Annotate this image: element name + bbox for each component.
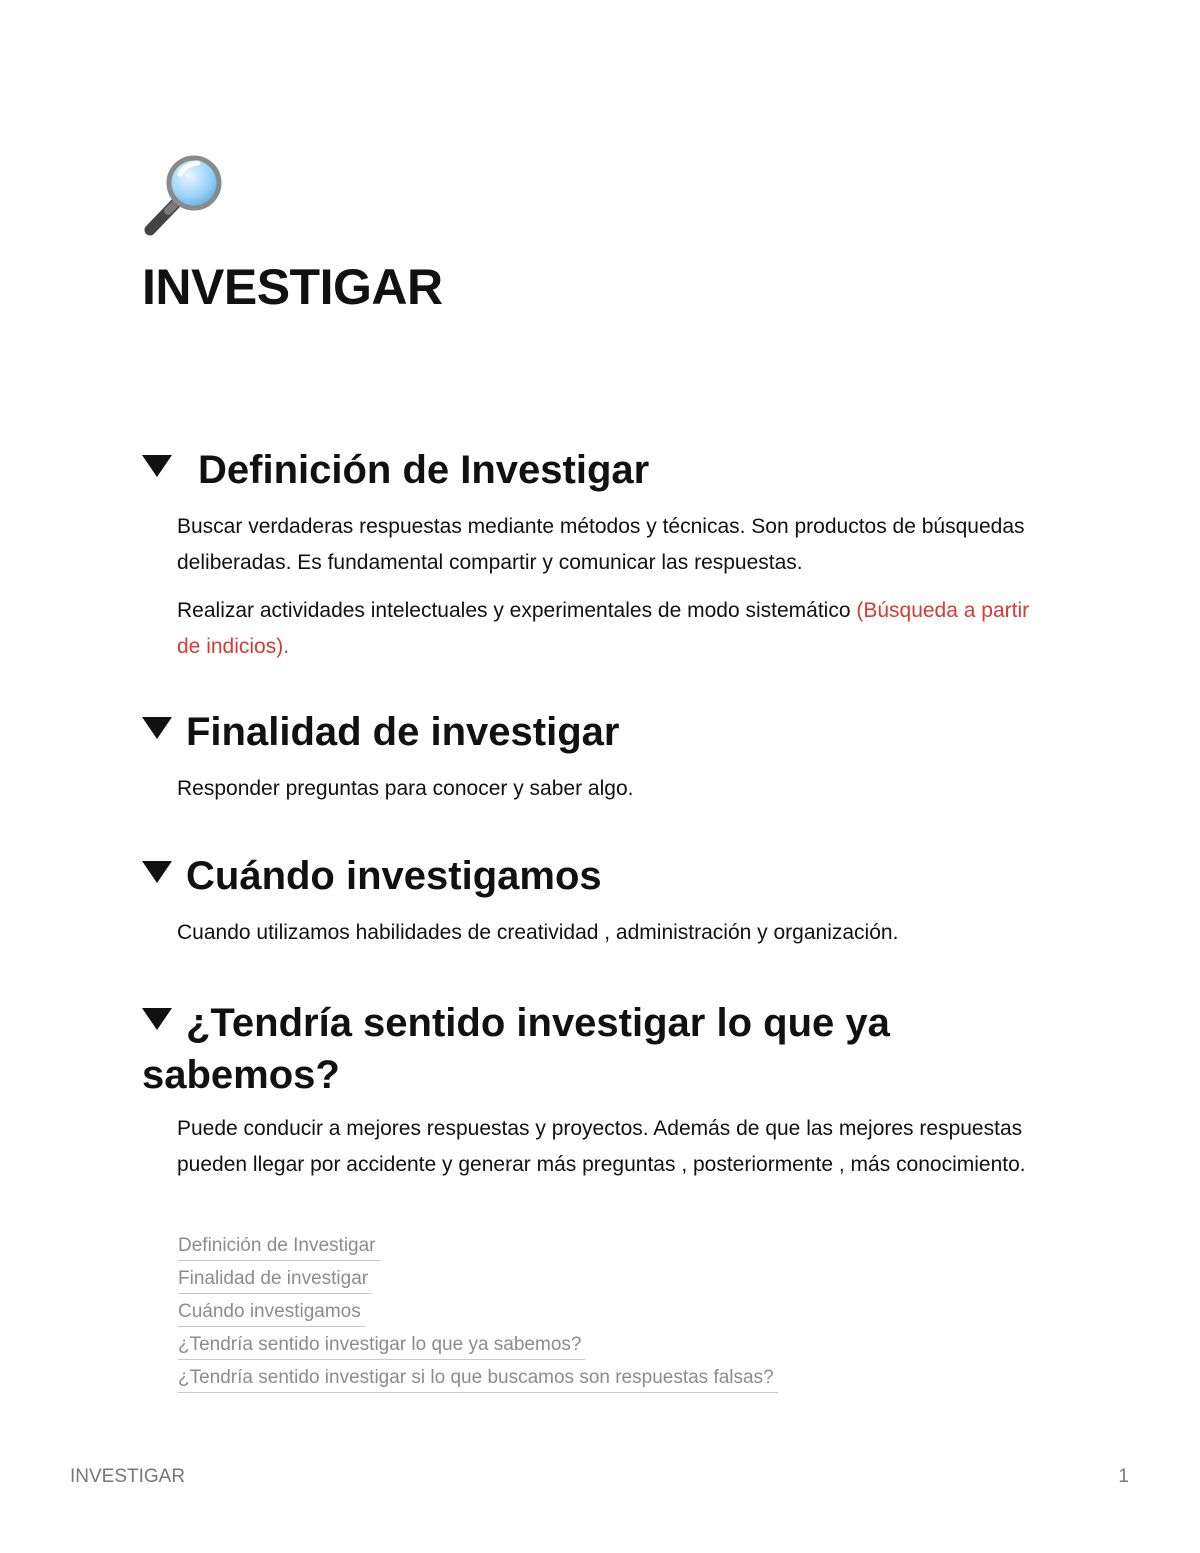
toggle-block-cuando [142, 853, 1062, 963]
toc-link[interactable]: Definición de Investigar [178, 1232, 380, 1261]
toggle-block-finalidad [142, 709, 1062, 819]
toggle-content [177, 1111, 1057, 1183]
red-highlight-text: (Búsqueda a partir de indicios). [177, 599, 1030, 658]
toggle-triangle-icon[interactable] [142, 861, 172, 883]
toggle-heading[interactable]: ¿Tendría sentido investigar lo que ya sabemos? [142, 1001, 890, 1097]
paragraph: Responder preguntas para conocer y saber algo. [177, 777, 634, 800]
paragraph: Puede conducir a mejores respuestas y proyectos. Además de que las mejores respuestas pueden llegar por accidente y generar más preguntas , posteriormente , más conocimiento. [177, 1117, 1026, 1176]
table-of-contents [178, 1232, 778, 1397]
paragraph-mixed: Realizar actividades intelectuales y experimentales de modo sistemático (Búsqueda a partir de indicios). [177, 599, 1030, 658]
toc-link[interactable]: ¿Tendría sentido investigar lo que ya sabemos? [178, 1331, 585, 1360]
magnifying-glass-icon [142, 150, 232, 240]
toggle-heading[interactable]: Cuándo investigamos [142, 853, 1062, 899]
toggle-triangle-icon[interactable] [142, 717, 172, 739]
toggle-heading[interactable]: Finalidad de investigar [142, 709, 1062, 755]
toggle-block-definicion [142, 447, 1062, 677]
toggle-block-tendria-sentido [142, 997, 1026, 1195]
toggle-triangle-icon[interactable] [142, 1008, 172, 1030]
toggle-content [177, 771, 1057, 807]
page-title: INVESTIGAR [142, 259, 443, 315]
toggle-heading[interactable]: Definición de Investigar [142, 447, 1062, 493]
toggle-content [177, 509, 1057, 665]
toggle-triangle-icon[interactable] [142, 455, 172, 477]
toc-link[interactable]: Finalidad de investigar [178, 1265, 372, 1294]
toc-link[interactable]: Cuándo investigamos [178, 1298, 365, 1327]
toc-link[interactable]: ¿Tendría sentido investigar si lo que buscamos son respuestas falsas? [178, 1364, 778, 1393]
toggle-content [177, 915, 1057, 951]
paragraph: Cuando utilizamos habilidades de creatividad , administración y organización. [177, 921, 899, 944]
footer-title: INVESTIGAR [70, 1466, 186, 1487]
footer-page-number: 1 [1118, 1466, 1129, 1487]
paragraph: Buscar verdaderas respuestas mediante métodos y técnicas. Son productos de búsquedas deliberadas. Es fundamental compartir y comunicar las respuestas. [177, 515, 1025, 574]
